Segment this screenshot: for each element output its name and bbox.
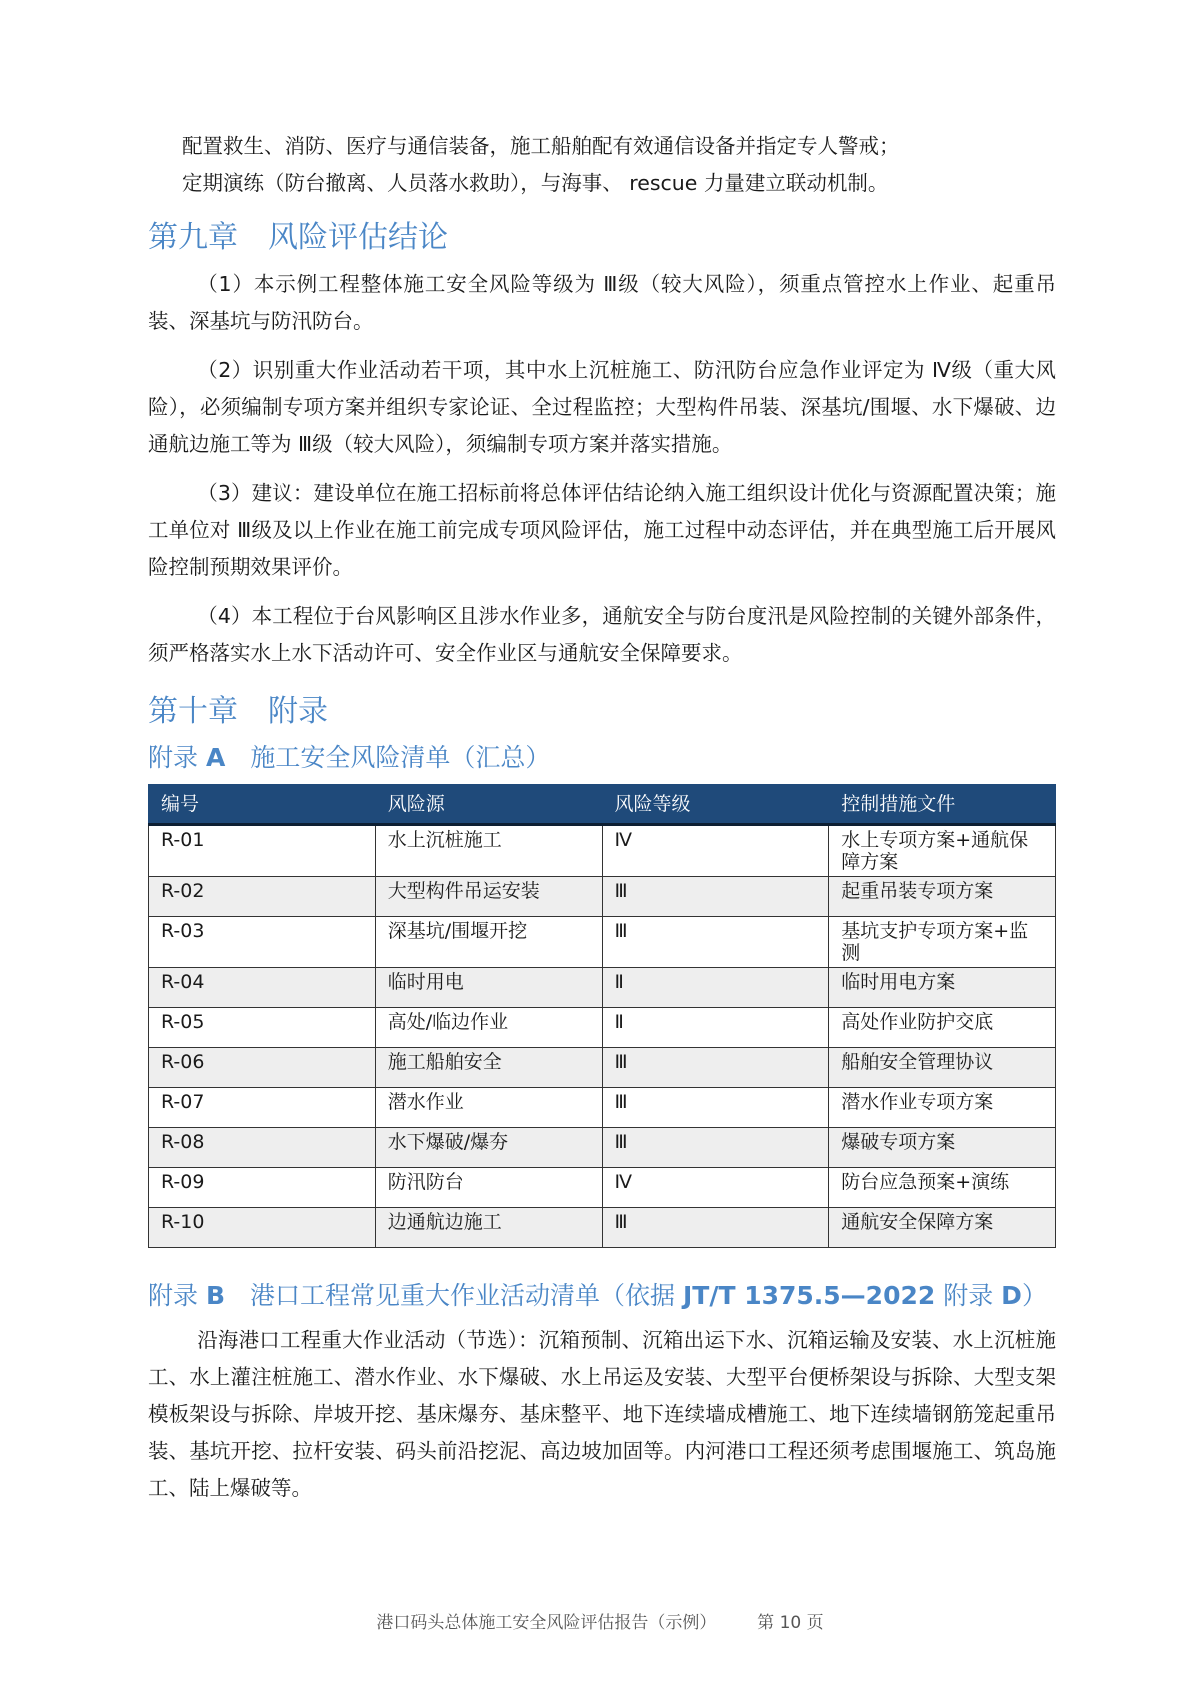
cell-level: Ⅲ: [602, 877, 829, 917]
table-row: [149, 1008, 1056, 1048]
cell-doc: 基坑支护专项方案+监测: [829, 917, 1056, 968]
cell-id: R-02: [149, 877, 376, 917]
cell-doc: 临时用电方案: [829, 968, 1056, 1008]
cell-id: R-03: [149, 917, 376, 968]
cell-level: Ⅱ: [602, 1008, 829, 1048]
cell-level: Ⅲ: [602, 917, 829, 968]
cell-id: R-08: [149, 1128, 376, 1168]
cell-id: R-01: [149, 825, 376, 877]
table-row: [149, 968, 1056, 1008]
appendix-a-heading: [148, 740, 1056, 776]
page-content: [148, 128, 1056, 1507]
cell-level: Ⅲ: [602, 1208, 829, 1248]
appendix-b-prefix: 附录: [148, 1281, 206, 1310]
cell-source: 边通航边施工: [375, 1208, 602, 1248]
appendix-b-title-after: 附录: [935, 1281, 1002, 1310]
table-row: [149, 1128, 1056, 1168]
appendix-b-annex-letter: D: [1001, 1281, 1022, 1310]
chapter-10-heading: 第十章 附录: [148, 694, 328, 729]
cell-doc: 防台应急预案+演练: [829, 1168, 1056, 1208]
header-doc: 控制措施文件: [829, 785, 1056, 825]
appendix-b-title: 港口工程常见重大作业活动清单（依据: [225, 1281, 683, 1310]
cell-doc: 水上专项方案+通航保障方案: [829, 825, 1056, 877]
cell-level: Ⅱ: [602, 968, 829, 1008]
appendix-a-prefix: 附录: [148, 743, 206, 772]
cell-id: R-05: [149, 1008, 376, 1048]
cell-id: R-09: [149, 1168, 376, 1208]
measure-line-equipment: 配置救生、消防、医疗与通信装备，施工船舶配有效通信设备并指定专人警戒；: [182, 134, 900, 158]
cell-source: 防汛防台: [375, 1168, 602, 1208]
cell-source: 深基坑/围堰开挖: [375, 917, 602, 968]
risk-table: [148, 784, 1056, 1248]
cell-level: Ⅲ: [602, 1128, 829, 1168]
cell-id: R-10: [149, 1208, 376, 1248]
appendix-a-letter: A: [205, 743, 226, 772]
cell-doc: 潜水作业专项方案: [829, 1088, 1056, 1128]
measure-line-drills: 定期演练（防台撤离、人员落水救助），与海事、 rescue 力量建立联动机制。: [182, 171, 889, 195]
conclusion-item-4: （4）本工程位于台风影响区且涉水作业多，通航安全与防台度汛是风险控制的关键外部条件，须严格落实水上水下活动许可、安全作业区与通航安全保障要求。: [148, 604, 1056, 665]
footer-doc-title: 港口码头总体施工安全风险评估报告（示例）: [376, 1613, 717, 1633]
cell-source: 水上沉桩施工: [375, 825, 602, 877]
cell-id: R-04: [149, 968, 376, 1008]
spacer: [148, 463, 1056, 475]
cell-level: Ⅲ: [602, 1048, 829, 1088]
table-row: [149, 917, 1056, 968]
table-row: [149, 1208, 1056, 1248]
cell-source: 临时用电: [375, 968, 602, 1008]
cell-source: 高处/临边作业: [375, 1008, 602, 1048]
cell-doc: 高处作业防护交底: [829, 1008, 1056, 1048]
header-level: 风险等级: [602, 785, 829, 825]
cell-id: R-06: [149, 1048, 376, 1088]
appendix-a-title: 施工安全风险清单（汇总）: [225, 743, 551, 772]
cell-doc: 船舶安全管理协议: [829, 1048, 1056, 1088]
table-row: [149, 1168, 1056, 1208]
spacer: [148, 586, 1056, 598]
appendix-b-body: 沿海港口工程重大作业活动（节选）：沉箱预制、沉箱出运下水、沉箱运输及安装、水上沉桩施工、水上灌注桩施工、潜水作业、水下爆破、水上吊运及安装、大型平台便桥架设与拆除、大型支架模板架设与拆除、岸坡开挖、基床爆夯、基床整平、地下连续墙成槽施工、地下连续墙钢筋笼起重吊装、基坑开挖、拉杆安装、码头前沿挖泥、高边坡加固等。内河港口工程还须考虑围堰施工、筑岛施工、陆上爆破等。: [148, 1328, 1056, 1500]
risk-table-header-row: [149, 785, 1056, 825]
conclusion-item-2: （2）识别重大作业活动若干项，其中水上沉桩施工、防汛防台应急作业评定为 Ⅳ级（重大风险），必须编制专项方案并组织专家论证、全过程监控；大型构件吊装、深基坑/围堰、水下爆破、边通航边施工等为 Ⅲ级（较大风险），须编制专项方案并落实措施。: [148, 358, 1056, 456]
header-source: 风险源: [375, 785, 602, 825]
appendix-b-title-close: ）: [1021, 1281, 1047, 1310]
conclusion-item-3: （3）建议：建设单位在施工招标前将总体评估结论纳入施工组织设计优化与资源配置决策；施工单位对 Ⅲ级及以上作业在施工前完成专项风险评估，施工过程中动态评估，并在典型施工后开展风险控制预期效果评价。: [148, 481, 1056, 579]
cell-level: Ⅳ: [602, 1168, 829, 1208]
chapter-9-heading: 第九章 风险评估结论: [148, 220, 448, 255]
table-row: [149, 877, 1056, 917]
cell-source: 大型构件吊运安装: [375, 877, 602, 917]
cell-doc: 爆破专项方案: [829, 1128, 1056, 1168]
table-row: [149, 1048, 1056, 1088]
cell-source: 潜水作业: [375, 1088, 602, 1128]
spacer: [148, 340, 1056, 352]
appendix-b-letter: B: [205, 1281, 226, 1310]
cell-level: Ⅳ: [602, 825, 829, 877]
cell-source: 水下爆破/爆夯: [375, 1128, 602, 1168]
header-id: 编号: [149, 785, 376, 825]
conclusion-item-1: （1）本示例工程整体施工安全风险等级为 Ⅲ级（较大风险），须重点管控水上作业、起重吊装、深基坑与防汛防台。: [148, 272, 1056, 333]
cell-source: 施工船舶安全: [375, 1048, 602, 1088]
table-row: [149, 1088, 1056, 1128]
appendix-b-heading: [148, 1278, 1056, 1314]
appendix-b-standard: JT/T 1375.5—2022: [682, 1281, 936, 1310]
table-row: [149, 825, 1056, 877]
footer-page-number: 第 10 页: [757, 1613, 824, 1633]
cell-doc: 通航安全保障方案: [829, 1208, 1056, 1248]
cell-id: R-07: [149, 1088, 376, 1128]
cell-level: Ⅲ: [602, 1088, 829, 1128]
page-footer: [0, 1608, 1200, 1633]
cell-doc: 起重吊装专项方案: [829, 877, 1056, 917]
